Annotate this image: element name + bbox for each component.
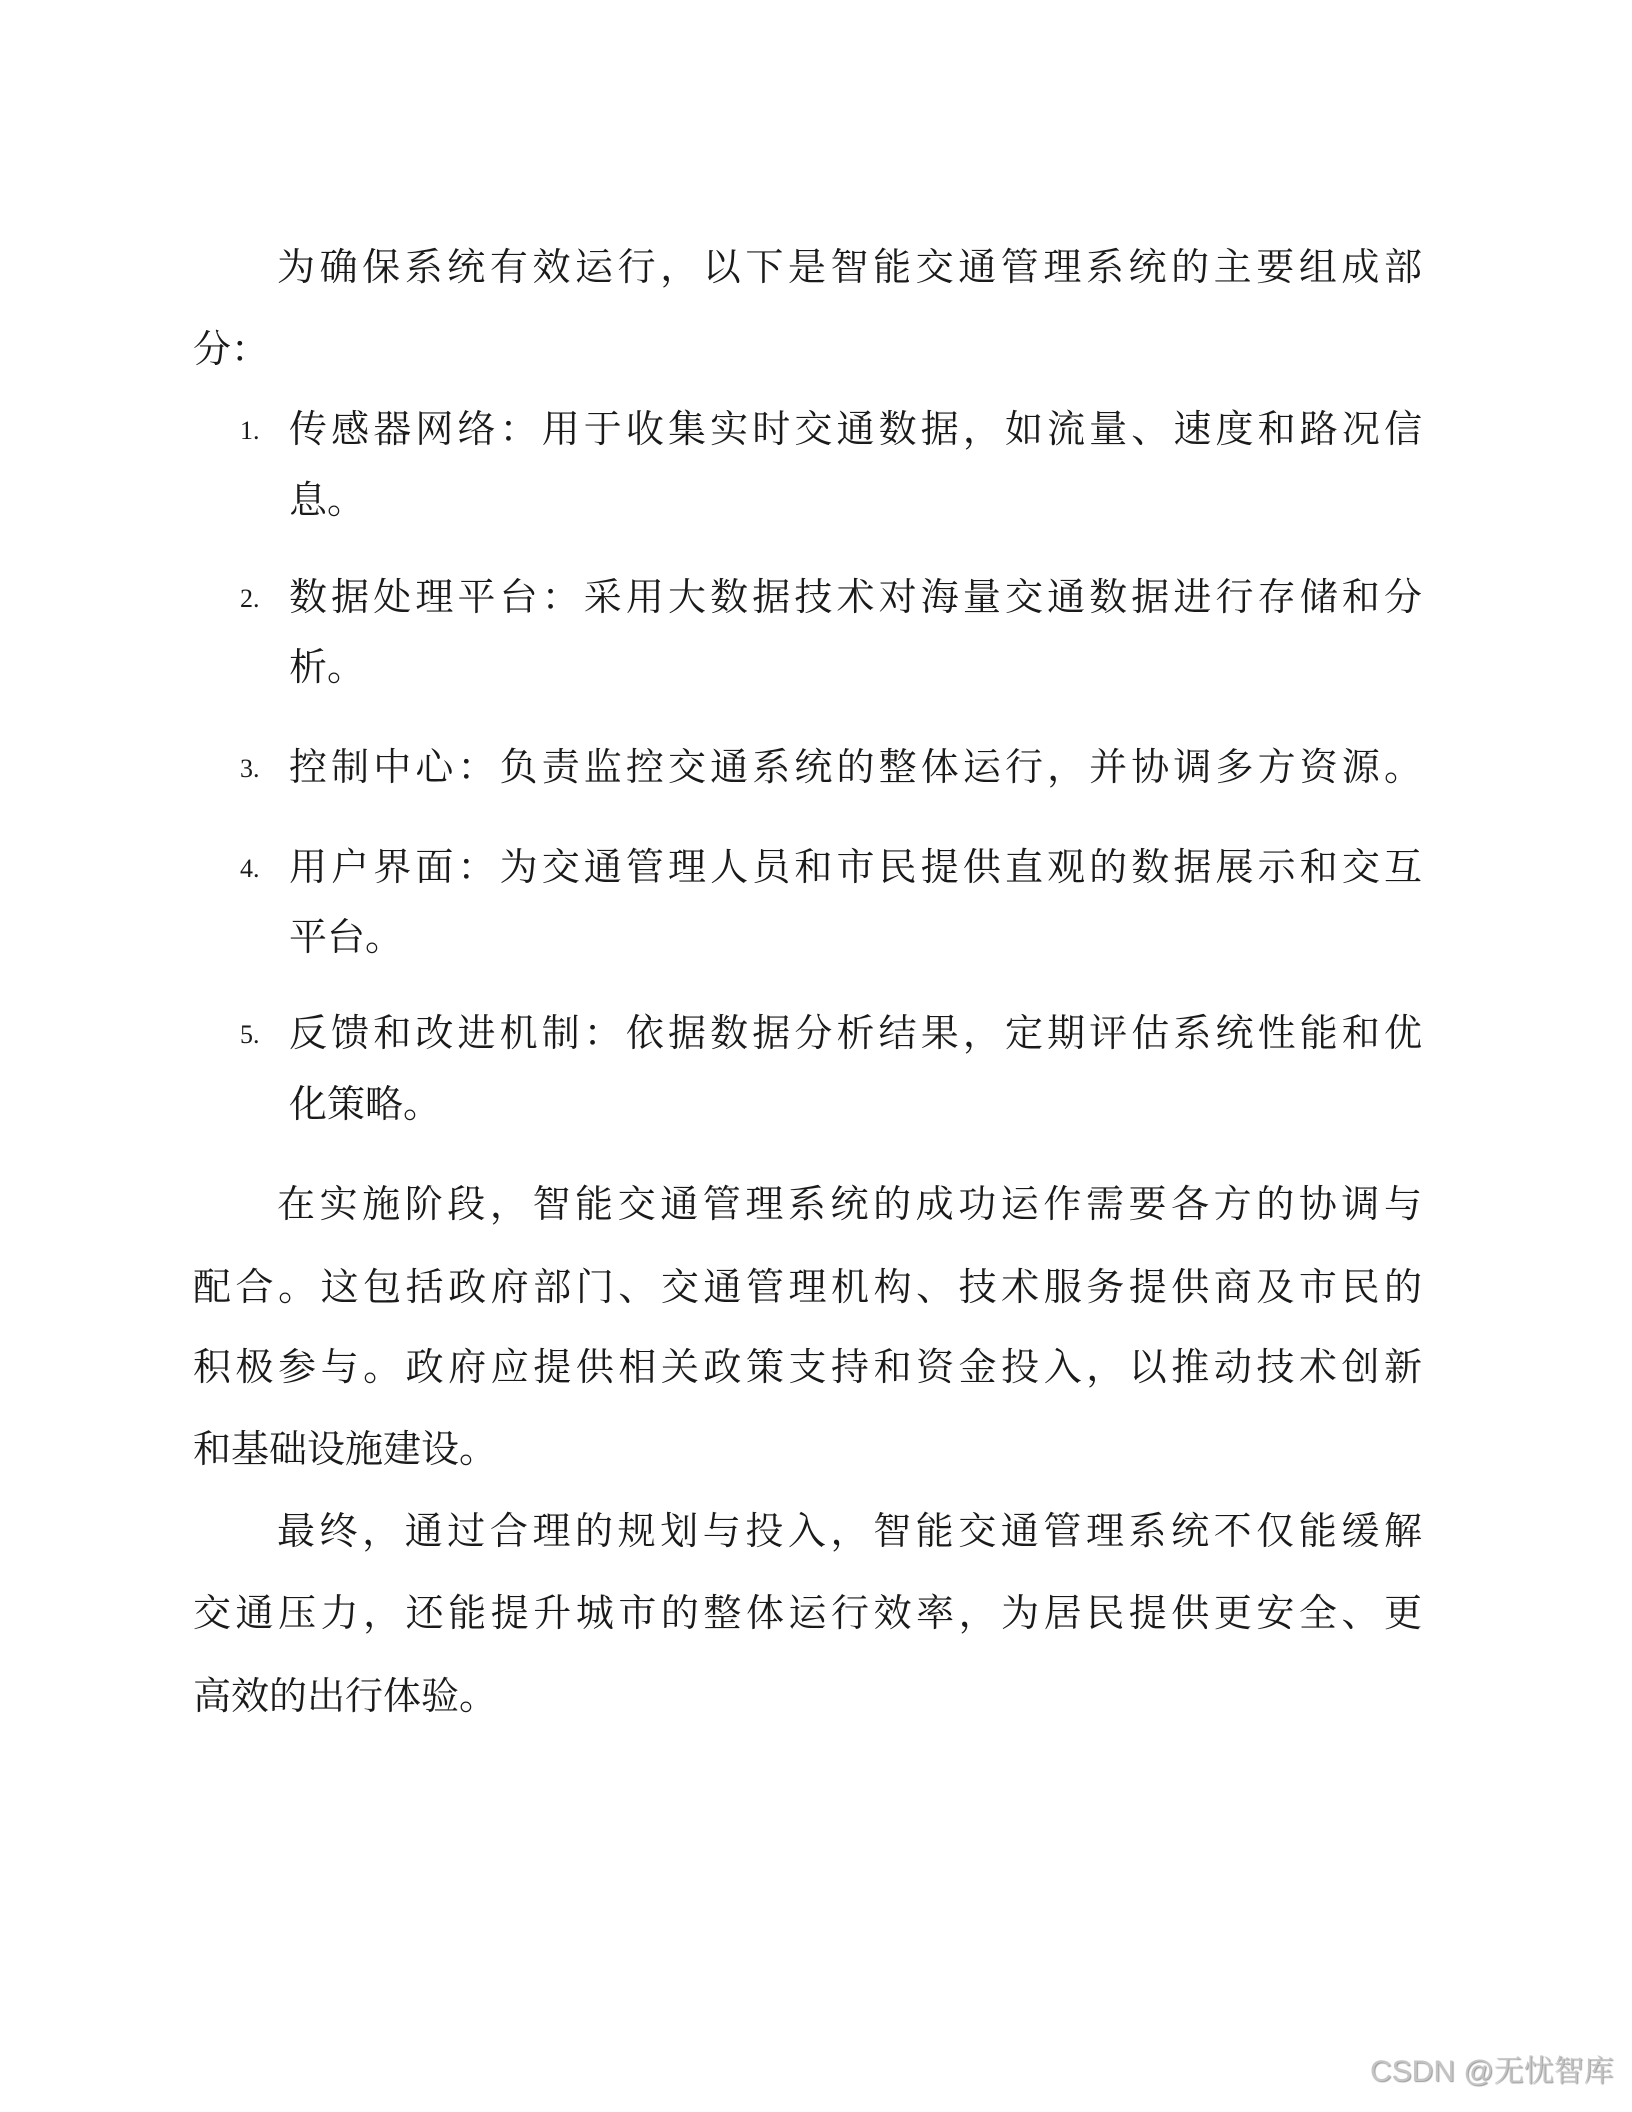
list-item-line: 析。 <box>289 645 366 689</box>
list-item-line: 数据处理平台：采用大数据技术对海量交通数据进行存储和分 <box>289 575 1422 619</box>
paragraph-line: 交通压力，还能提升城市的整体运行效率，为居民提供更安全、更 <box>193 1591 1422 1635</box>
list-number: 3. <box>240 754 260 783</box>
paragraph-line: 高效的出行体验。 <box>193 1674 498 1718</box>
paragraph-line: 为确保系统有效运行，以下是智能交通管理系统的主要组成部 <box>277 245 1422 289</box>
paragraph-line: 最终，通过合理的规划与投入，智能交通管理系统不仅能缓解 <box>277 1509 1422 1553</box>
list-number: 5. <box>240 1020 260 1049</box>
paragraph-line: 积极参与。政府应提供相关政策支持和资金投入，以推动技术创新 <box>193 1345 1422 1389</box>
paragraph-line: 分： <box>193 327 270 371</box>
paragraph-line: 配合。这包括政府部门、交通管理机构、技术服务提供商及市民的 <box>193 1265 1422 1309</box>
list-item-line: 息。 <box>289 478 366 522</box>
list-item-line: 传感器网络：用于收集实时交通数据，如流量、速度和路况信 <box>289 407 1422 451</box>
list-item-line: 用户界面：为交通管理人员和市民提供直观的数据展示和交互 <box>289 845 1422 889</box>
watermark: CSDN @无忧智库 <box>1370 2055 1614 2088</box>
list-item-line: 反馈和改进机制：依据数据分析结果，定期评估系统性能和优 <box>289 1011 1422 1055</box>
list-number: 2. <box>240 584 260 613</box>
paragraph-line: 在实施阶段，智能交通管理系统的成功运作需要各方的协调与 <box>277 1182 1422 1226</box>
list-number: 1. <box>240 416 260 445</box>
paragraph-line: 和基础设施建设。 <box>193 1427 498 1471</box>
list-number: 4. <box>240 854 260 883</box>
list-item-line: 平台。 <box>289 915 404 959</box>
list-item-line: 化策略。 <box>289 1082 442 1126</box>
list-item-line: 控制中心：负责监控交通系统的整体运行，并协调多方资源。 <box>289 745 1422 789</box>
